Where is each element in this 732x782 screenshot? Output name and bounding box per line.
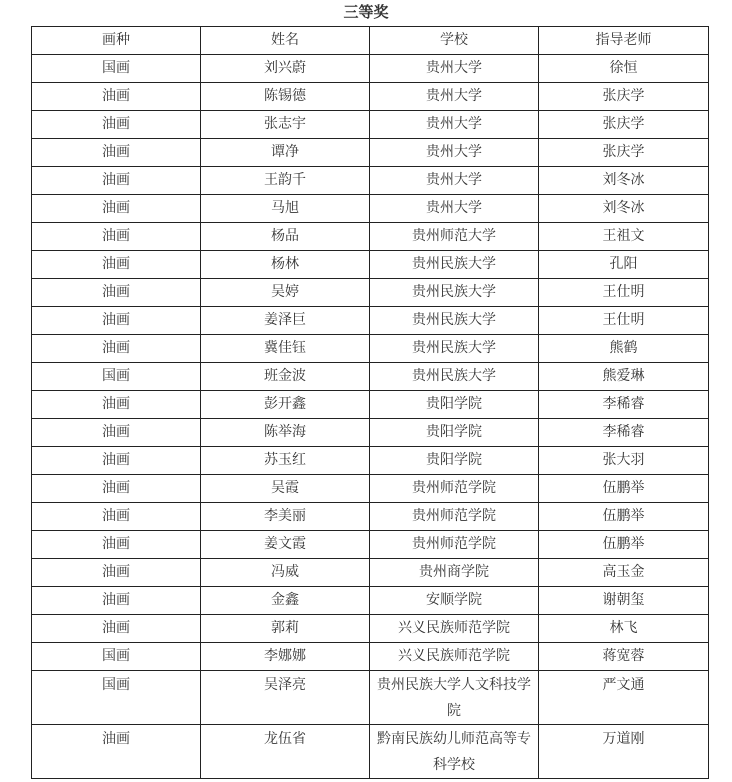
column-header-type: 画种 — [32, 27, 201, 55]
cell-name: 杨品 — [201, 223, 370, 251]
table-row — [32, 195, 709, 223]
table-row — [32, 615, 709, 643]
table-row — [32, 111, 709, 139]
table-row — [32, 167, 709, 195]
cell-name: 姜文霞 — [201, 531, 370, 559]
cell-advisor: 高玉金 — [539, 559, 709, 587]
cell-advisor: 王仕明 — [539, 279, 709, 307]
cell-name: 李美丽 — [201, 503, 370, 531]
cell-name: 王韵千 — [201, 167, 370, 195]
cell-school: 贵州大学 — [370, 55, 539, 83]
cell-advisor: 严文通 — [539, 671, 709, 725]
table-row — [32, 447, 709, 475]
cell-advisor: 熊鹤 — [539, 335, 709, 363]
table-row — [32, 363, 709, 391]
table-row — [32, 419, 709, 447]
cell-school: 贵阳学院 — [370, 391, 539, 419]
table-row — [32, 279, 709, 307]
cell-name: 马旭 — [201, 195, 370, 223]
cell-advisor: 张庆学 — [539, 111, 709, 139]
cell-advisor: 孔阳 — [539, 251, 709, 279]
cell-name: 冯威 — [201, 559, 370, 587]
table-row — [32, 335, 709, 363]
cell-name: 谭净 — [201, 139, 370, 167]
cell-name: 李娜娜 — [201, 643, 370, 671]
cell-type: 油画 — [32, 111, 201, 139]
cell-school: 贵阳学院 — [370, 419, 539, 447]
cell-type: 油画 — [32, 335, 201, 363]
cell-advisor: 熊爱琳 — [539, 363, 709, 391]
column-header-advisor: 指导老师 — [539, 27, 709, 55]
column-header-name: 姓名 — [201, 27, 370, 55]
cell-advisor: 王仕明 — [539, 307, 709, 335]
cell-name: 班金波 — [201, 363, 370, 391]
cell-advisor: 谢朝玺 — [539, 587, 709, 615]
cell-advisor: 张庆学 — [539, 139, 709, 167]
table-row — [32, 671, 709, 725]
cell-name: 龙伍省 — [201, 725, 370, 779]
cell-name: 郭莉 — [201, 615, 370, 643]
table-row — [32, 475, 709, 503]
cell-advisor: 张大羽 — [539, 447, 709, 475]
cell-type: 油画 — [32, 419, 201, 447]
cell-type: 国画 — [32, 363, 201, 391]
cell-school: 黔南民族幼儿师范高等专科学校 — [370, 725, 539, 779]
cell-advisor: 刘冬冰 — [539, 167, 709, 195]
cell-type: 油画 — [32, 475, 201, 503]
table-row — [32, 559, 709, 587]
column-header-school: 学校 — [370, 27, 539, 55]
cell-school: 安顺学院 — [370, 587, 539, 615]
cell-name: 苏玉红 — [201, 447, 370, 475]
cell-school: 贵州民族大学 — [370, 335, 539, 363]
table-row — [32, 391, 709, 419]
cell-type: 油画 — [32, 391, 201, 419]
cell-type: 国画 — [32, 643, 201, 671]
cell-name: 吴霞 — [201, 475, 370, 503]
cell-type: 国画 — [32, 55, 201, 83]
cell-type: 油画 — [32, 615, 201, 643]
cell-advisor: 伍鹏举 — [539, 531, 709, 559]
table-row — [32, 251, 709, 279]
award-table — [31, 26, 709, 779]
cell-type: 油画 — [32, 503, 201, 531]
cell-type: 油画 — [32, 195, 201, 223]
table-row — [32, 139, 709, 167]
cell-advisor: 张庆学 — [539, 83, 709, 111]
cell-school: 贵州大学 — [370, 83, 539, 111]
cell-advisor: 万道刚 — [539, 725, 709, 779]
cell-type: 油画 — [32, 531, 201, 559]
cell-school: 贵州师范学院 — [370, 531, 539, 559]
cell-advisor: 王祖文 — [539, 223, 709, 251]
cell-name: 姜泽巨 — [201, 307, 370, 335]
cell-school: 贵州大学 — [370, 195, 539, 223]
cell-school: 贵州民族大学 — [370, 307, 539, 335]
table-row — [32, 307, 709, 335]
cell-name: 张志宇 — [201, 111, 370, 139]
table-row — [32, 725, 709, 779]
cell-name: 陈举海 — [201, 419, 370, 447]
table-row — [32, 55, 709, 83]
cell-school: 兴义民族师范学院 — [370, 615, 539, 643]
table-row — [32, 83, 709, 111]
table-row — [32, 531, 709, 559]
cell-school: 贵州民族大学 — [370, 363, 539, 391]
cell-school: 贵州大学 — [370, 167, 539, 195]
cell-type: 油画 — [32, 307, 201, 335]
cell-type: 油画 — [32, 167, 201, 195]
cell-school: 贵州师范学院 — [370, 503, 539, 531]
cell-advisor: 刘冬冰 — [539, 195, 709, 223]
cell-type: 油画 — [32, 447, 201, 475]
cell-advisor: 李稀睿 — [539, 419, 709, 447]
cell-school: 贵州大学 — [370, 111, 539, 139]
table-row — [32, 587, 709, 615]
table-row — [32, 223, 709, 251]
cell-advisor: 林飞 — [539, 615, 709, 643]
cell-school: 贵州商学院 — [370, 559, 539, 587]
cell-school: 贵州大学 — [370, 139, 539, 167]
cell-name: 冀佳钰 — [201, 335, 370, 363]
cell-type: 油画 — [32, 559, 201, 587]
cell-name: 彭开鑫 — [201, 391, 370, 419]
cell-type: 国画 — [32, 671, 201, 725]
cell-type: 油画 — [32, 725, 201, 779]
cell-name: 陈锡德 — [201, 83, 370, 111]
cell-type: 油画 — [32, 279, 201, 307]
cell-type: 油画 — [32, 223, 201, 251]
cell-name: 吴泽亮 — [201, 671, 370, 725]
cell-school: 贵州民族大学 — [370, 279, 539, 307]
table-row — [32, 643, 709, 671]
cell-advisor: 蒋宽蓉 — [539, 643, 709, 671]
table-row — [32, 503, 709, 531]
cell-type: 油画 — [32, 139, 201, 167]
cell-name: 吴婷 — [201, 279, 370, 307]
cell-school: 贵州师范大学 — [370, 223, 539, 251]
cell-type: 油画 — [32, 83, 201, 111]
page-title: 三等奖 — [343, 3, 389, 21]
cell-advisor: 李稀睿 — [539, 391, 709, 419]
cell-advisor: 徐恒 — [539, 55, 709, 83]
cell-type: 油画 — [32, 587, 201, 615]
cell-name: 刘兴蔚 — [201, 55, 370, 83]
cell-school: 兴义民族师范学院 — [370, 643, 539, 671]
cell-school: 贵州民族大学 — [370, 251, 539, 279]
cell-school: 贵州师范学院 — [370, 475, 539, 503]
cell-type: 油画 — [32, 251, 201, 279]
cell-school: 贵阳学院 — [370, 447, 539, 475]
cell-name: 金鑫 — [201, 587, 370, 615]
cell-school: 贵州民族大学人文科技学院 — [370, 671, 539, 725]
cell-name: 杨林 — [201, 251, 370, 279]
cell-advisor: 伍鹏举 — [539, 503, 709, 531]
cell-advisor: 伍鹏举 — [539, 475, 709, 503]
table-header-row — [32, 27, 709, 55]
